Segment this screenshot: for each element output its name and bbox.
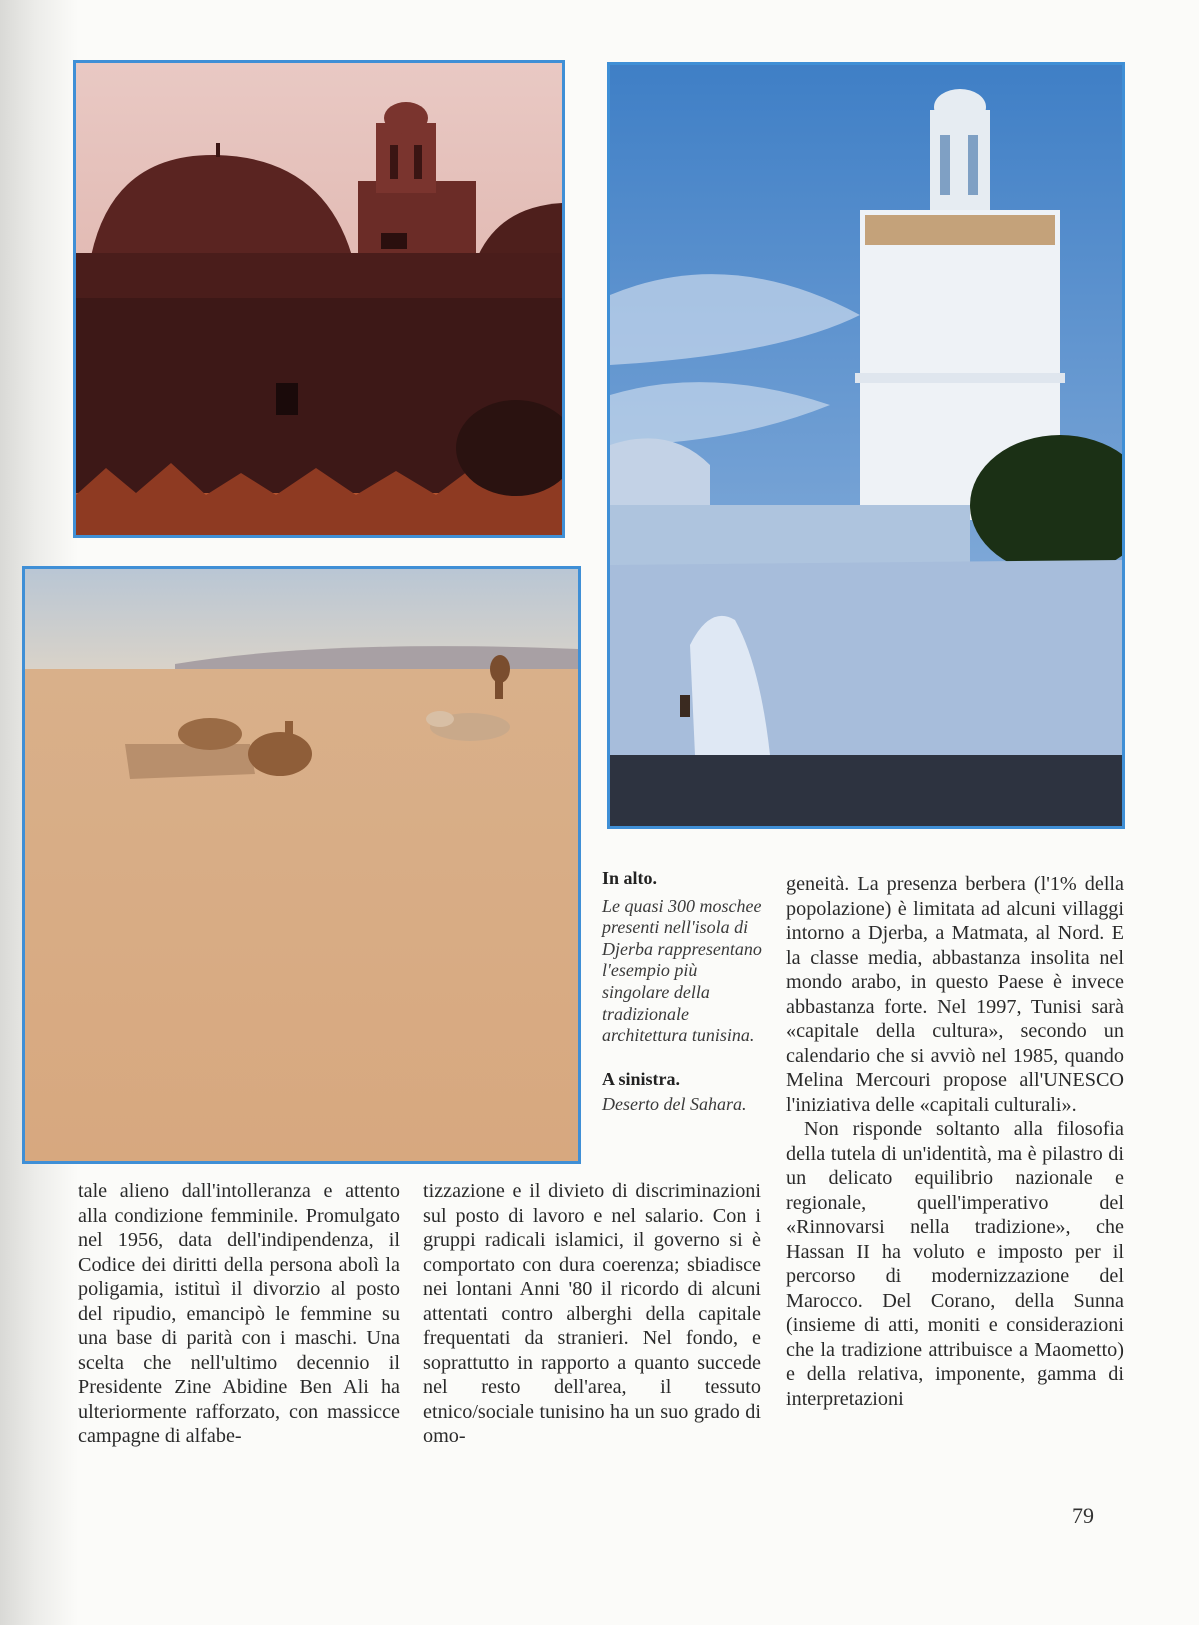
page-number: 79: [1072, 1503, 1094, 1528]
body-column-left: [78, 1179, 400, 1449]
photo-captions: [602, 868, 762, 1116]
white-minaret-photo: [607, 62, 1125, 829]
caption-left-text: Deserto del Sahara.: [602, 1094, 747, 1115]
paragraph: Non risponde soltanto alla filosofia della tutela di un'identità, ma è pilastro di un delicato equilibrio nazionale e regionale, quell'imperativo del «Rinnovarsi nella tradizione», che Hassan II ha voluto e imposto per il percorso di modernizzazione del Marocco. Del Corano, della Sunna (insieme di atti, moniti e considerazioni che la tradizione attribuisce a Maometto) e della relativa, imponente, gamma di interpretazioni: [786, 1118, 1124, 1410]
caption-top-text: Le quasi 300 moschee presenti nell'isola di Djerba rappresentano l'esempio più singolare della tradizionale architettura tunisina.: [602, 895, 762, 1046]
paragraph: geneità. La presenza berbera (l'1% della popolazione) è limitata ad alcuni villaggi intorno a Djerba, a Matmata, al Nord. E la classe media, abbastanza insolita nel mondo arabo, in questo Paese è invece abbastanza forte. Nel 1997, Tunisi sarà «capitale della cultura», secondo un calendario che si avviò nel 1985, quando Melina Mercouri propose all'UNESCO l'iniziativa delle «capitali culturali».: [786, 873, 1124, 1116]
sahara-camels-photo: [22, 566, 581, 1164]
body-column-middle: [423, 1179, 761, 1449]
dome-mosque-photo: [73, 60, 565, 538]
caption-top-heading: In alto.: [602, 868, 658, 888]
paragraph: tizzazione e il divieto di discriminazioni sul posto di lavoro e nel salario. Con i gruppi radicali islamici, il governo si è comportato con dura coerenza; sbiadisce nei lontani Anni '80 il ricordo di alcuni attentati contro alberghi della capitale frequentati da stranieri. Nel fondo, e soprattutto in rapporto a quanto succede nel resto dell'area, il tessuto etnico/sociale tunisino ha un suo grado di omo-: [423, 1180, 761, 1447]
caption-left-heading: A sinistra.: [602, 1068, 681, 1089]
body-column-right: [786, 872, 1124, 1411]
paragraph: tale alieno dall'intolleranza e attento alla condizione femminile. Promulgato nel 1956, data dell'indipendenza, il Codice dei diritti della persona abolì la poligamia, istituì il divorzio al posto del ripudio, emancipò le femmine su una base di parità con i maschi. Una scelta che nell'ultimo decennio il Presidente Zine Abidine Ben Ali ha ulteriormente rafforzato, con massicce campagne di alfabe-: [78, 1180, 400, 1447]
